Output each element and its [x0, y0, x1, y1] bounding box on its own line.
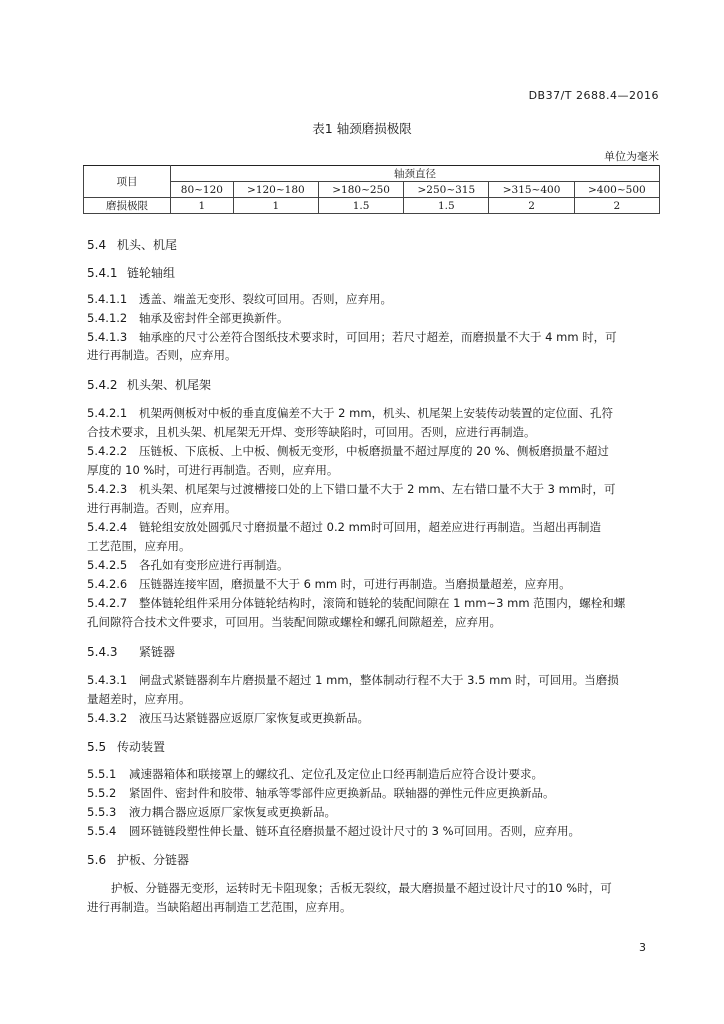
section-heading-5-6: 5.6 护板、分链器 — [87, 853, 190, 867]
table-cell: 1.5 — [318, 198, 403, 214]
paragraph-5-4-2-4: 5.4.2.4 链轮组安放处圆弧尺寸磨损量不超过 0.2 mm时可回用，超差应进行再制造。当超出再制造 — [87, 520, 602, 534]
table-cell: 2 — [489, 198, 574, 214]
section-heading-5-4: 5.4 机头、机尾 — [87, 238, 178, 252]
paragraph-5-4-2-1: 5.4.2.1 机架两侧板对中板的垂直度偏差不大于 2 mm，机头、机尾架上安装传动装置的定位面、孔符 — [87, 406, 614, 420]
paragraph-5-4-2-7-continued: 孔间隙符合技术文件要求，可回用。当装配间隙或螺栓和螺孔间隙超差，应弃用。 — [87, 615, 501, 629]
paragraph-5-5-2: 5.5.2 紧固件、密封件和胶带、轴承等零部件应更换新品。联轴器的弹性元件应更换新品。 — [87, 786, 555, 800]
paragraph-5-6: 护板、分链器无变形，运转时无卡阻现象；舌板无裂纹，最大磨损量不超过设计尺寸的10 %时，可 — [111, 881, 612, 895]
table-row-label: 磨损极限 — [84, 198, 171, 214]
section-heading-5-4-1: 5.4.1 链轮轴组 — [87, 266, 176, 280]
paragraph-5-4-2-1-continued: 合技术要求，且机头架、机尾架无开焊、变形等缺陷时，可回用。否则，应进行再制造。 — [87, 425, 536, 439]
paragraph-5-4-3-1-continued: 量超差时，应弃用。 — [87, 692, 191, 706]
paragraph-5-4-1-1: 5.4.1.1 透盖、端盖无变形、裂纹可回用。否则，应弃用。 — [87, 292, 392, 306]
paragraph-5-4-2-3-continued: 进行再制造。否则，应弃用。 — [87, 501, 237, 515]
table-column-header: >250~315 — [404, 182, 489, 198]
table-column-header: >180~250 — [318, 182, 403, 198]
table-column-header: >400~500 — [574, 182, 659, 198]
wear-limit-table — [83, 165, 660, 214]
section-heading-5-5: 5.5 传动装置 — [87, 740, 166, 754]
table-unit: 单位为毫米 — [604, 150, 659, 163]
table-row — [84, 198, 660, 214]
paragraph-5-4-2-4-continued: 工艺范围，应弃用。 — [87, 539, 191, 553]
paragraph-5-6-continued: 进行再制造。当缺陷超出再制造工艺范围，应弃用。 — [87, 900, 352, 914]
paragraph-5-4-3-2: 5.4.3.2 液压马达紧链器应返原厂家恢复或更换新品。 — [87, 711, 369, 725]
table-column-header: 80~120 — [171, 182, 234, 198]
paragraph-5-4-2-5: 5.4.2.5 各孔如有变形应进行再制造。 — [87, 558, 289, 572]
paragraph-5-5-3: 5.5.3 液力耦合器应返原厂家恢复或更换新品。 — [87, 805, 336, 819]
page-number: 3 — [639, 941, 646, 954]
paragraph-5-4-2-2: 5.4.2.2 压链板、下底板、上中板、侧板无变形，中板磨损量不超过厚度的 20 %、侧板磨损量不超过 — [87, 444, 609, 458]
table-column-header: >120~180 — [233, 182, 318, 198]
paragraph-5-4-2-7: 5.4.2.7 整体链轮组件采用分体链轮结构时，滚筒和链轮的装配间隙在 1 mm~3 mm 范围内，螺栓和螺 — [87, 596, 626, 610]
paragraph-5-5-4: 5.5.4 圆环链链段塑性伸长量、链环直径磨损量不超过设计尺寸的 3 %可回用。否则，应弃用。 — [87, 824, 581, 838]
table-cell: 1 — [233, 198, 318, 214]
paragraph-5-4-1-3: 5.4.1.3 轴承座的尺寸公差符合图纸技术要求时，可回用；若尺寸超差，而磨损量不大于 4 mm 时，可 — [87, 330, 617, 344]
paragraph-5-4-1-2: 5.4.1.2 轴承及密封件全部更换新件。 — [87, 311, 289, 325]
section-heading-5-4-2: 5.4.2 机头架、机尾架 — [87, 378, 212, 392]
paragraph-5-5-1: 5.5.1 减速器箱体和联接罩上的螺纹孔、定位孔及定位止口经再制造后应符合设计要求。 — [87, 767, 543, 781]
paragraph-5-4-2-6: 5.4.2.6 压链器连接牢固，磨损量不大于 6 mm 时，可进行再制造。当磨损量超差，应弃用。 — [87, 577, 571, 591]
table-cell: 1 — [171, 198, 234, 214]
paragraph-5-4-2-2-continued: 厚度的 10 %时，可进行再制造。否则，应弃用。 — [87, 463, 339, 477]
paragraph-5-4-1-3-continued: 进行再制造。否则，应弃用。 — [87, 348, 237, 362]
paragraph-5-4-2-3: 5.4.2.3 机头架、机尾架与过渡槽接口处的上下错口量不大于 2 mm、左右错口量不大于 3 mm时，可 — [87, 482, 616, 496]
table-group-header: 轴颈直径 — [171, 166, 660, 182]
table-cell: 2 — [574, 198, 659, 214]
table-caption: 表1 轴颈磨损极限 — [312, 121, 412, 136]
table-column-header: >315~400 — [489, 182, 574, 198]
document-code: DB37/T 2688.4—2016 — [528, 89, 659, 102]
section-heading-5-4-3: 5.4.3 紧链器 — [87, 645, 176, 659]
table-header-row — [84, 182, 660, 198]
paragraph-5-4-3-1: 5.4.3.1 闸盘式紧链器刹车片磨损量不超过 1 mm，整体制动行程不大于 3.5 mm 时，可回用。当磨损 — [87, 673, 619, 687]
table-row-header: 项目 — [84, 166, 171, 198]
table-cell: 1.5 — [404, 198, 489, 214]
